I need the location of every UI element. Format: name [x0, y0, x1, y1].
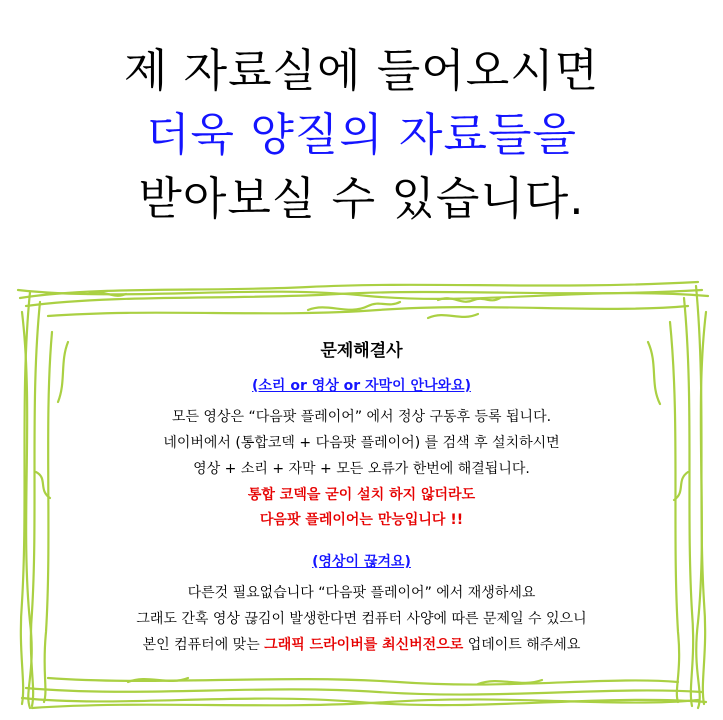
- headline-line-1: 제 자료실에 들어오시면: [123, 43, 600, 97]
- section1-emphasis-1: 통합 코덱을 굳이 설치 하지 않더라도: [247, 486, 476, 503]
- section2-heading: (영상이 끊겨요): [312, 554, 411, 571]
- headline-line-3: 받아보실 수 있습니다.: [138, 172, 585, 226]
- section1-line-1: 모든 영상은 “다음팟 플레이어” 에서 정상 구동후 등록 됩니다.: [171, 409, 552, 425]
- section2-line-2: 그래도 간혹 영상 끊김이 발생한다면 컴퓨터 사양에 따른 문제일 수 있으니: [136, 610, 587, 627]
- section2-line-1: 다른것 필요없습니다 “다음팟 플레이어” 에서 재생하세요: [187, 585, 536, 602]
- headline-block: [0, 0, 723, 270]
- section1-emphasis-2: 다음팟 플레이어는 만능입니다 !!: [259, 511, 464, 528]
- section2-last-part1: 본인 컴퓨터에 맞는: [142, 636, 265, 653]
- section1-line-3: 영상 + 소리 + 자막 + 모든 오류가 한번에 해결됩니다.: [193, 460, 530, 477]
- section1-heading: (소리 or 영상 or 자막이 안나와요): [252, 378, 471, 394]
- section2-last-highlight: 그래픽 드라이버를 최신버전으로: [264, 636, 464, 653]
- panel-title: 문제해결사: [320, 341, 403, 361]
- headline-line-2: 더욱 양질의 자료들을: [146, 107, 577, 161]
- section2-last-line: [143, 633, 581, 659]
- content-panel: [36, 300, 687, 690]
- section2-last-part2: 업데이트 해주세요: [463, 636, 581, 653]
- section1-line-2: 네이버에서 (통합코덱 + 다음팟 플레이어) 를 검색 후 설치하시면: [163, 434, 560, 451]
